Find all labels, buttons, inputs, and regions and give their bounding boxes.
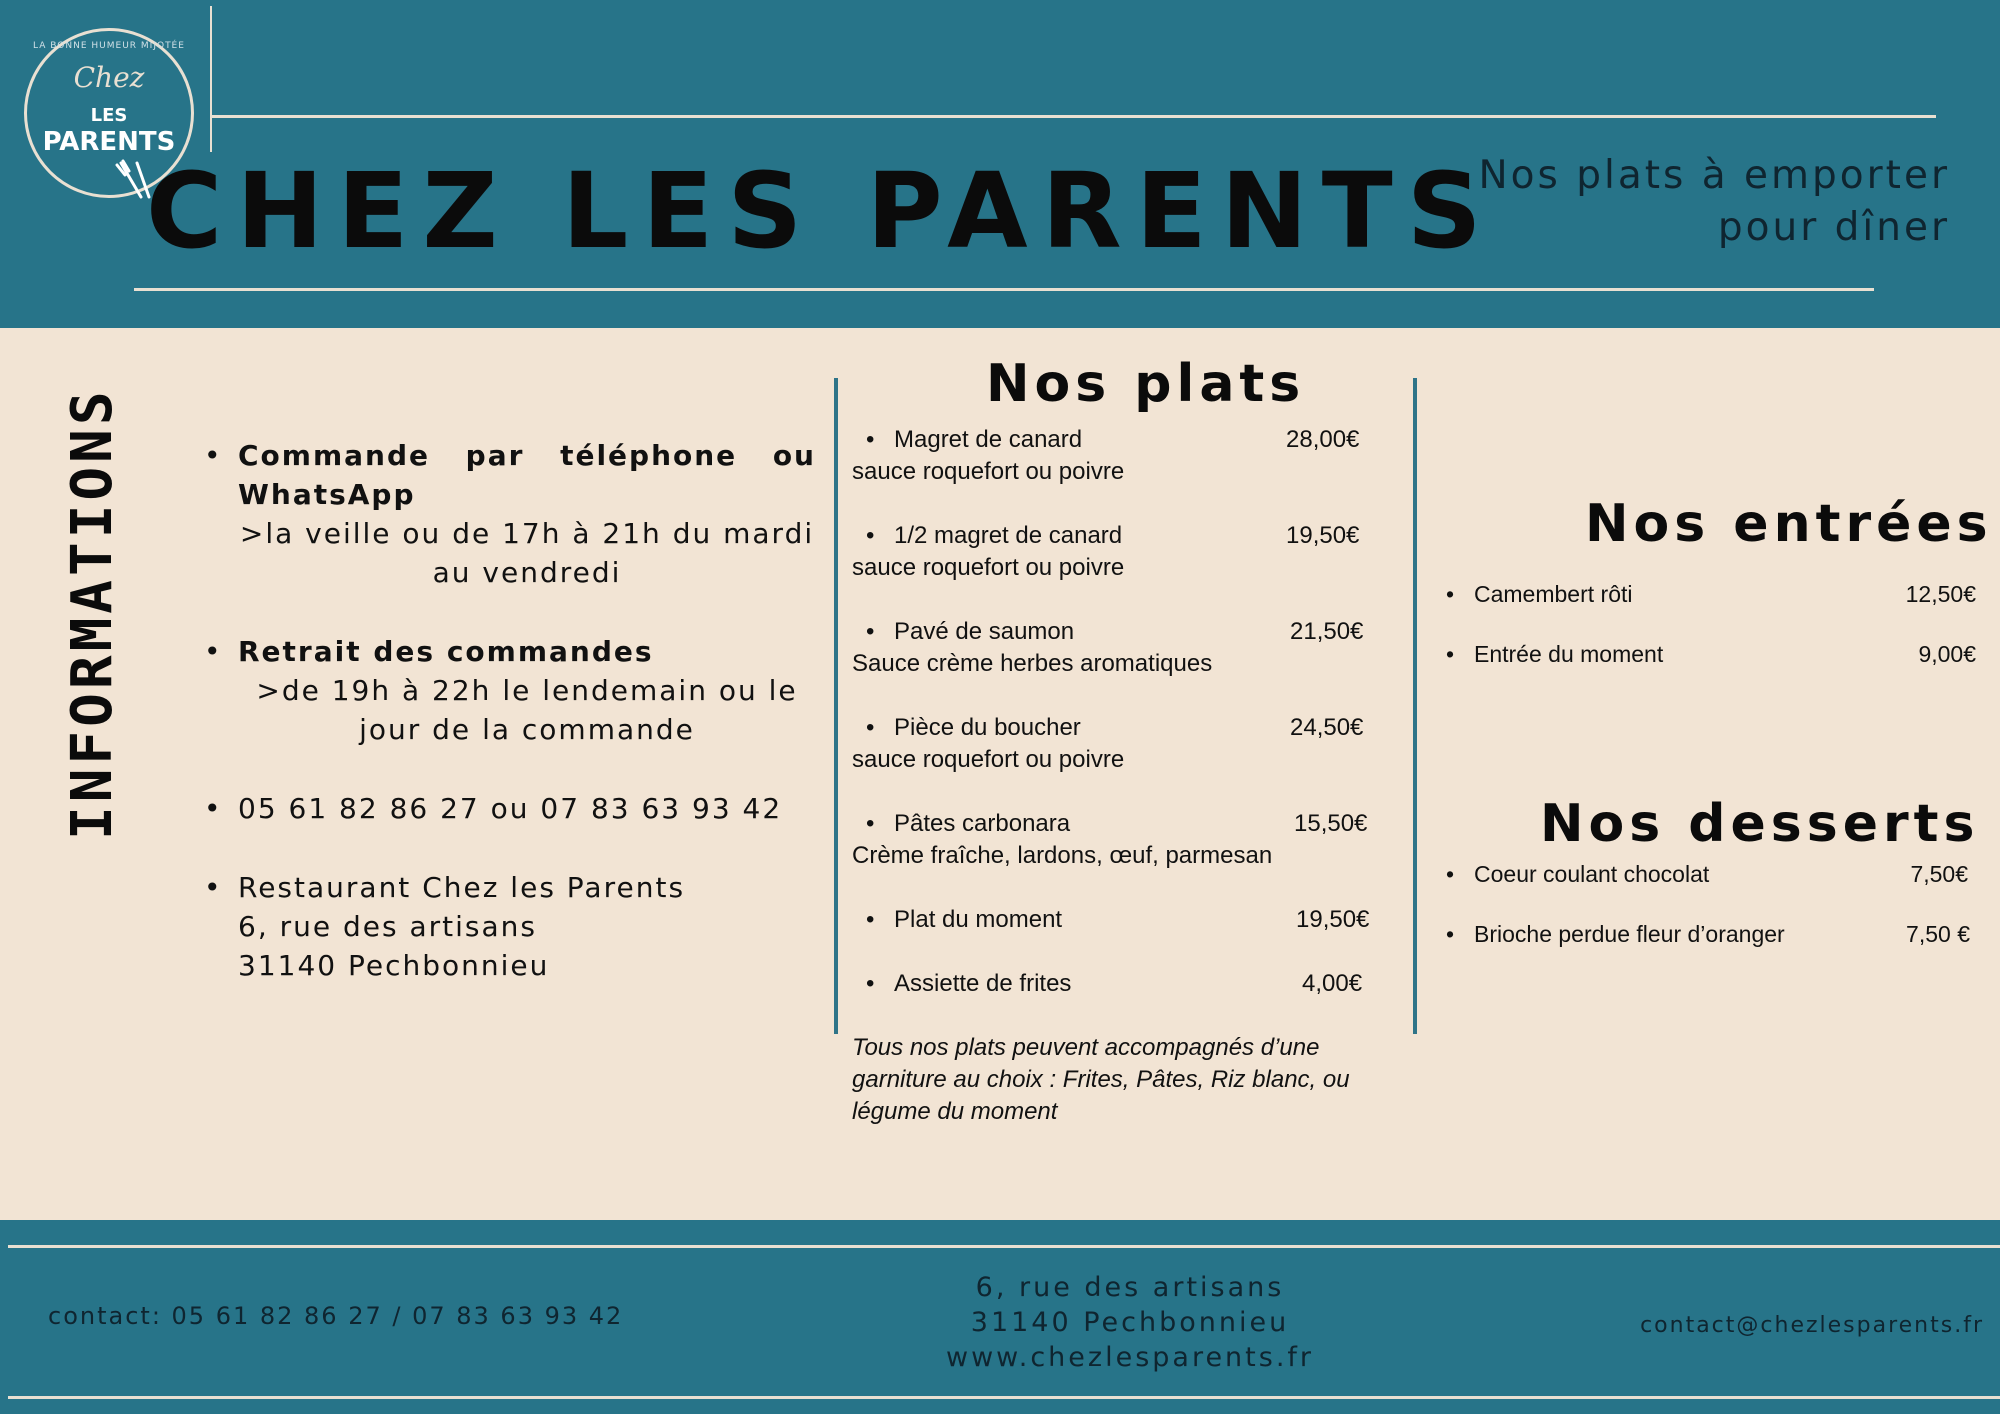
- dish-name: • Magret de canard: [894, 424, 1082, 456]
- list-item: [852, 808, 1388, 904]
- footer-address-line2: 31140 Pechbonnieu: [970, 1307, 1290, 1338]
- dish-name: • Pièce du boucher: [894, 712, 1081, 744]
- divider-left: [834, 378, 838, 1034]
- dish-desc: Crème fraîche, lardons, œuf, parmesan: [852, 842, 1273, 869]
- list-item: [1440, 858, 1976, 890]
- list-item: [1440, 578, 1976, 610]
- dish-price: 19,50€: [1286, 522, 1360, 549]
- info-order-detail: >la veille ou de 17h à 21h du mardi au vendredi: [239, 517, 815, 589]
- desserts-title: Nos desserts: [1540, 794, 1980, 854]
- footer-rule-bottom: [8, 1396, 2000, 1399]
- desserts-list: [1440, 858, 1976, 950]
- list-item: [852, 616, 1388, 712]
- info-order: [196, 436, 816, 592]
- entrees-title: Nos entrées: [1585, 494, 1993, 554]
- info-address-line3: 31140 Pechbonnieu: [238, 949, 550, 982]
- dessert-price: 7,50€: [1910, 861, 1968, 887]
- logo-arc-text: LA BONNE HUMEUR MIJOTÉE: [33, 41, 185, 51]
- list-item: [852, 424, 1388, 520]
- subtitle-line1: Nos plats à emporter: [1478, 153, 1950, 198]
- list-item: [852, 520, 1388, 616]
- dish-name: • Pâtes carbonara: [894, 808, 1070, 840]
- dish-price: 28,00€: [1286, 426, 1360, 453]
- dish-price: 24,50€: [1290, 714, 1364, 741]
- informations-label: INFORMATIONS: [60, 387, 125, 840]
- footer-contact: contact: 05 61 82 86 27 / 07 83 63 93 42: [48, 1302, 624, 1330]
- dish-desc: sauce roquefort ou poivre: [852, 746, 1125, 773]
- info-pickup: [196, 632, 816, 749]
- footer-email[interactable]: contact@chezlesparents.fr: [1640, 1313, 1984, 1338]
- info-pickup-title: • Retrait des commandes: [238, 635, 654, 668]
- dish-desc: Sauce crème herbes aromatiques: [852, 650, 1213, 677]
- info-phones: [196, 789, 816, 828]
- page-title: CHEZ LES PARENTS: [146, 150, 1496, 272]
- footer-rule-top: [8, 1245, 2000, 1248]
- dish-desc: sauce roquefort ou poivre: [852, 458, 1125, 485]
- entree-price: 12,50€: [1905, 581, 1976, 607]
- plats-title: Nos plats: [986, 354, 1306, 414]
- list-item: [1440, 918, 1976, 950]
- dessert-name: • Brioche perdue fleur d’oranger: [1474, 918, 1785, 950]
- info-phones-text: • 05 61 82 86 27 ou 07 83 63 93 42: [238, 792, 783, 825]
- list-item: [852, 968, 1388, 1032]
- logo-line1: LES: [90, 105, 128, 126]
- entree-price: 9,00€: [1918, 641, 1976, 667]
- info-address-line2: 6, rue des artisans: [238, 910, 537, 943]
- plats-list: [852, 424, 1388, 1032]
- plats-note: Tous nos plats peuvent accompagnés d’une garniture au choix : Frites, Pâtes, Riz blanc, ou légume du moment: [852, 1034, 1350, 1125]
- logo-line2: PARENTS: [42, 127, 176, 157]
- subtitle-line2: pour dîner: [1717, 205, 1950, 250]
- dish-name: • Plat du moment: [894, 904, 1062, 936]
- footer-address-line1: 6, rue des artisans: [975, 1272, 1285, 1303]
- footer-address: [880, 1270, 1380, 1375]
- dessert-price: 7,50 €: [1906, 921, 1970, 947]
- informations-list: [196, 436, 816, 985]
- info-address-line1: • Restaurant Chez les Parents: [238, 871, 686, 904]
- list-item: [852, 712, 1388, 808]
- info-address: [196, 868, 816, 985]
- entree-name: • Entrée du moment: [1474, 638, 1663, 670]
- dish-price: 19,50€: [1296, 906, 1370, 933]
- logo-script-text: Chez: [73, 61, 145, 94]
- header-rule-top: [212, 115, 1936, 118]
- info-order-title: • Commande par téléphone ou WhatsApp: [238, 439, 816, 511]
- list-item: [1440, 638, 1976, 670]
- dish-price: 4,00€: [1302, 970, 1363, 997]
- info-pickup-detail: >de 19h à 22h le lendemain ou le jour de la commande: [256, 674, 798, 746]
- entree-name: • Camembert rôti: [1474, 578, 1632, 610]
- header-divider-vertical: [210, 6, 212, 152]
- dish-price: 15,50€: [1294, 810, 1368, 837]
- dish-name: • 1/2 magret de canard: [894, 520, 1122, 552]
- dessert-name: • Coeur coulant chocolat: [1474, 858, 1709, 890]
- divider-right: [1413, 378, 1417, 1034]
- entrees-list: [1440, 578, 1976, 670]
- dish-name: • Pavé de saumon: [894, 616, 1074, 648]
- page-subtitle: [1430, 150, 1950, 254]
- dish-name: • Assiette de frites: [894, 968, 1071, 1000]
- footer-website[interactable]: www.chezlesparents.fr: [945, 1342, 1315, 1373]
- dish-desc: sauce roquefort ou poivre: [852, 554, 1125, 581]
- dish-price: 21,50€: [1290, 618, 1364, 645]
- header-rule-bottom: [134, 288, 1874, 291]
- list-item: [852, 904, 1388, 968]
